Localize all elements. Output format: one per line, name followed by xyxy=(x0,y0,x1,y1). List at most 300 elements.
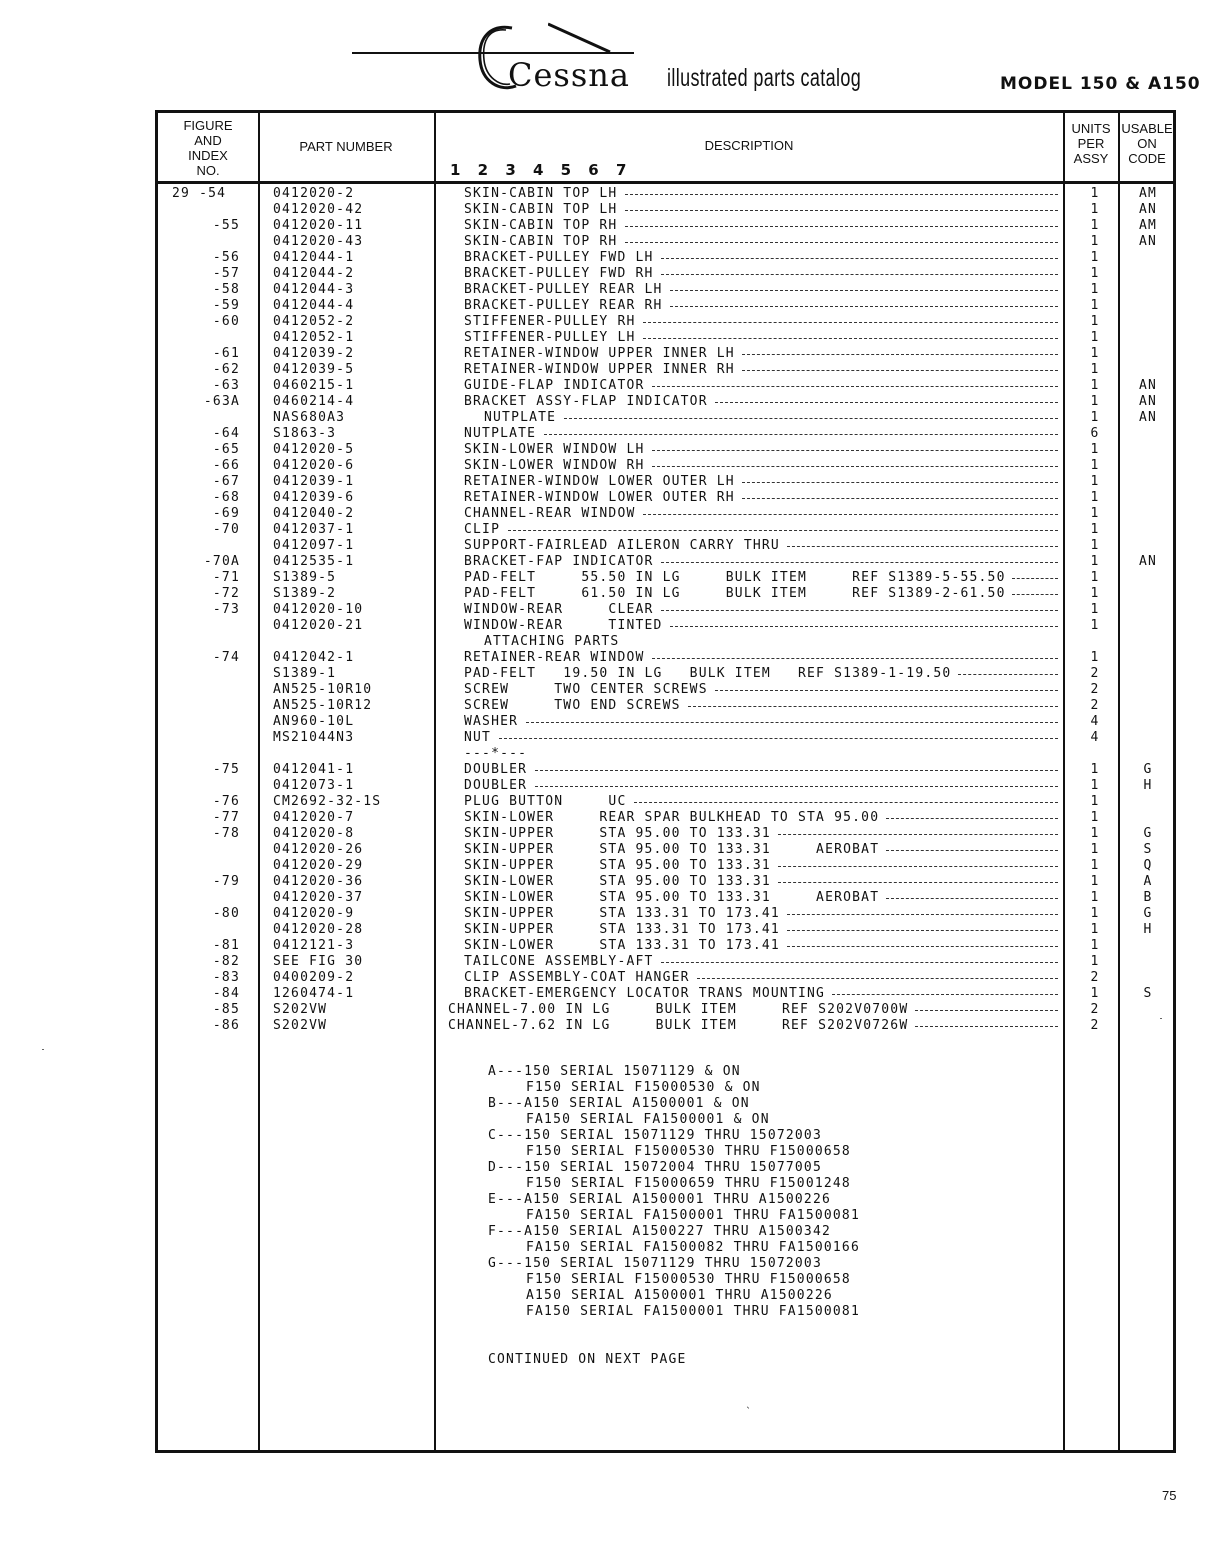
table-row xyxy=(0,330,1212,346)
table-row xyxy=(0,842,1212,858)
usable-on-code-cell: G xyxy=(1143,826,1153,841)
brand-wordmark: Cessna xyxy=(508,56,630,94)
part-number-cell: S202VW xyxy=(273,1018,328,1033)
leader-dashes xyxy=(535,786,1058,788)
units-per-assy-cell: 1 xyxy=(1090,250,1100,265)
note-line: C---150 SERIAL 15071129 THRU 15072003 xyxy=(488,1128,822,1143)
continued-note: CONTINUED ON NEXT PAGE xyxy=(488,1352,687,1367)
description-cell: GUIDE-FLAP INDICATOR xyxy=(464,378,645,393)
units-per-assy-cell: 1 xyxy=(1090,346,1100,361)
description-cell: SUPPORT-FAIRLEAD AILERON CARRY THRU xyxy=(464,538,780,553)
table-row xyxy=(0,810,1212,826)
leader-dashes xyxy=(661,274,1058,276)
part-number-cell: 0412020-43 xyxy=(273,234,364,249)
part-number-cell: 0412020-28 xyxy=(273,922,364,937)
leader-dashes xyxy=(670,626,1058,628)
table-row xyxy=(0,906,1212,922)
figure-index-cell: -70 xyxy=(212,522,240,537)
code-column-header xyxy=(1120,121,1174,166)
part-number-cell: CM2692-32-1S xyxy=(273,794,382,809)
part-number-cell: S202VW xyxy=(273,1002,328,1017)
part-number-cell: S1863-3 xyxy=(273,426,337,441)
leader-dashes xyxy=(508,530,1058,532)
leader-dashes xyxy=(625,242,1058,244)
figure-index-cell: -73 xyxy=(212,602,240,617)
note-line: E---A150 SERIAL A1500001 THRU A1500226 xyxy=(488,1192,832,1207)
figure-index-cell: -57 xyxy=(212,266,240,281)
catalog-title: illustrated parts catalog xyxy=(667,64,862,92)
description-cell: PAD-FELT 55.50 IN LG BULK ITEM REF S1389-5-55.50 xyxy=(464,570,1006,585)
table-row xyxy=(0,266,1212,282)
description-cell: RETAINER-REAR WINDOW xyxy=(464,650,645,665)
leader-dashes xyxy=(715,690,1058,692)
part-number-cell: 0412020-29 xyxy=(273,858,364,873)
units-header-line: PER xyxy=(1077,136,1105,151)
leader-dashes xyxy=(499,738,1058,740)
part-number-cell: 0400209-2 xyxy=(273,970,355,985)
units-per-assy-cell: 1 xyxy=(1090,314,1100,329)
description-cell: SKIN-LOWER WINDOW RH xyxy=(464,458,645,473)
part-number-cell: 0412020-21 xyxy=(273,618,364,633)
part-number-cell: 0412040-2 xyxy=(273,506,355,521)
part-number-cell: 0412044-4 xyxy=(273,298,355,313)
header-separator xyxy=(155,181,1176,184)
note-line: A---150 SERIAL 15071129 & ON xyxy=(488,1064,741,1079)
figure-index-cell: -64 xyxy=(212,426,240,441)
table-row xyxy=(0,698,1212,714)
units-per-assy-cell: 2 xyxy=(1090,682,1100,697)
table-row xyxy=(0,922,1212,938)
usable-on-code-cell: AM xyxy=(1138,186,1158,201)
part-number-cell: MS21044N3 xyxy=(273,730,355,745)
figure-index-cell: -84 xyxy=(212,986,240,1001)
units-per-assy-cell: 1 xyxy=(1090,826,1100,841)
figure-index-cell: -76 xyxy=(212,794,240,809)
table-row xyxy=(0,250,1212,266)
leader-dashes xyxy=(643,514,1058,516)
units-per-assy-cell: 4 xyxy=(1090,730,1100,745)
part-number-cell: 0412044-3 xyxy=(273,282,355,297)
usable-on-code-cell: B xyxy=(1143,890,1153,905)
table-row xyxy=(0,378,1212,394)
figure-index-cell: -74 xyxy=(212,650,240,665)
part-number-cell: 0412052-2 xyxy=(273,314,355,329)
leader-dashes xyxy=(652,466,1058,468)
units-per-assy-cell: 1 xyxy=(1090,490,1100,505)
figure-header-line: INDEX xyxy=(188,148,228,163)
description-cell: SKIN-CABIN TOP LH xyxy=(464,186,618,201)
leader-dashes xyxy=(715,402,1058,404)
units-per-assy-cell: 1 xyxy=(1090,938,1100,953)
part-number-cell: 0412020-6 xyxy=(273,458,355,473)
part-number-cell: 0412020-11 xyxy=(273,218,364,233)
description-cell: BRACKET ASSY-FLAP INDICATOR xyxy=(464,394,708,409)
part-number-cell: 0412037-1 xyxy=(273,522,355,537)
description-cell: SKIN-LOWER STA 133.31 TO 173.41 xyxy=(464,938,780,953)
units-per-assy-cell: 1 xyxy=(1090,458,1100,473)
units-per-assy-cell: 1 xyxy=(1090,442,1100,457)
usable-on-code-cell: H xyxy=(1143,922,1153,937)
usable-on-code-cell: Q xyxy=(1143,858,1153,873)
description-cell: BRACKET-PULLEY FWD RH xyxy=(464,266,654,281)
note-line: G---150 SERIAL 15071129 THRU 15072003 xyxy=(488,1256,822,1271)
units-per-assy-cell: 1 xyxy=(1090,538,1100,553)
code-header-line: USABLE xyxy=(1121,121,1173,136)
figure-index-cell: -79 xyxy=(212,874,240,889)
figure-index-cell: -83 xyxy=(212,970,240,985)
units-per-assy-cell: 2 xyxy=(1090,698,1100,713)
leader-dashes xyxy=(697,978,1058,980)
description-cell: RETAINER-WINDOW LOWER OUTER LH xyxy=(464,474,735,489)
units-per-assy-cell: 1 xyxy=(1090,810,1100,825)
table-row xyxy=(0,762,1212,778)
description-cell: NUTPLATE xyxy=(484,410,557,425)
part-number-cell: 0412020-10 xyxy=(273,602,364,617)
stray-mark xyxy=(1160,1018,1162,1019)
part-number-cell: S1389-5 xyxy=(273,570,337,585)
leader-dashes xyxy=(625,226,1058,228)
part-number-cell: 0412044-1 xyxy=(273,250,355,265)
units-per-assy-cell: 1 xyxy=(1090,858,1100,873)
note-line: A150 SERIAL A1500001 THRU A1500226 xyxy=(526,1288,833,1303)
part-number-cell: S1389-2 xyxy=(273,586,337,601)
leader-dashes xyxy=(564,418,1058,420)
usable-on-code-cell: G xyxy=(1143,762,1153,777)
figure-index-cell: -63 xyxy=(212,378,240,393)
description-cell: TAILCONE ASSEMBLY-AFT xyxy=(464,954,654,969)
units-per-assy-cell: 1 xyxy=(1090,954,1100,969)
figure-index-cell: -61 xyxy=(212,346,240,361)
part-number-cell: NAS680A3 xyxy=(273,410,346,425)
units-per-assy-cell: 1 xyxy=(1090,282,1100,297)
part-number-cell: 0412041-1 xyxy=(273,762,355,777)
figure-index-cell: -63A xyxy=(203,394,240,409)
table-row xyxy=(0,490,1212,506)
description-cell: BRACKET-PULLEY REAR RH xyxy=(464,298,663,313)
stray-mark xyxy=(42,1049,44,1050)
table-row xyxy=(0,410,1212,426)
figure-index-cell: -81 xyxy=(212,938,240,953)
description-cell: STIFFENER-PULLEY LH xyxy=(464,330,636,345)
leader-dashes xyxy=(958,674,1058,676)
table-row xyxy=(0,874,1212,890)
page-number: 75 xyxy=(1162,1488,1177,1503)
units-per-assy-cell: 1 xyxy=(1090,842,1100,857)
description-cell: CLIP xyxy=(464,522,501,537)
description-cell: SCREW TWO CENTER SCREWS xyxy=(464,682,708,697)
table-row xyxy=(0,938,1212,954)
table-row xyxy=(0,570,1212,586)
units-column-header xyxy=(1065,121,1117,166)
leader-dashes xyxy=(886,898,1058,900)
figure-index-cell: -69 xyxy=(212,506,240,521)
leader-dashes xyxy=(787,546,1058,548)
description-cell: RETAINER-WINDOW LOWER OUTER RH xyxy=(464,490,735,505)
figure-index-cell: -59 xyxy=(212,298,240,313)
leader-dashes xyxy=(544,434,1058,436)
table-row xyxy=(0,346,1212,362)
part-number-cell: 0460215-1 xyxy=(273,378,355,393)
units-per-assy-cell: 1 xyxy=(1090,234,1100,249)
leader-dashes xyxy=(652,386,1058,388)
table-row xyxy=(0,602,1212,618)
note-line: F150 SERIAL F15000659 THRU F15001248 xyxy=(526,1176,851,1191)
usable-on-code-cell: AN xyxy=(1138,394,1158,409)
table-row xyxy=(0,634,1212,650)
units-per-assy-cell: 1 xyxy=(1090,986,1100,1001)
code-header-line: CODE xyxy=(1128,151,1166,166)
table-row xyxy=(0,890,1212,906)
description-cell: SKIN-CABIN TOP RH xyxy=(464,218,618,233)
units-per-assy-cell: 1 xyxy=(1090,474,1100,489)
units-per-assy-cell: 1 xyxy=(1090,218,1100,233)
leader-dashes xyxy=(634,802,1058,804)
note-line: FA150 SERIAL FA1500001 THRU FA1500081 xyxy=(526,1304,860,1319)
usable-on-code-cell: S xyxy=(1143,842,1153,857)
units-per-assy-cell: 1 xyxy=(1090,362,1100,377)
figure-header-line: NO. xyxy=(196,163,220,178)
part-number-cell: 0412073-1 xyxy=(273,778,355,793)
table-row xyxy=(0,794,1212,810)
part-number-cell: 0412044-2 xyxy=(273,266,355,281)
table-row xyxy=(0,1002,1212,1018)
units-per-assy-cell: 1 xyxy=(1090,330,1100,345)
table-row xyxy=(0,714,1212,730)
table-row xyxy=(0,650,1212,666)
description-cell: SKIN-LOWER STA 95.00 TO 133.31 xyxy=(464,874,771,889)
part-number-cell: 0412020-5 xyxy=(273,442,355,457)
units-per-assy-cell: 1 xyxy=(1090,906,1100,921)
leader-dashes xyxy=(643,338,1058,340)
units-per-assy-cell: 1 xyxy=(1090,922,1100,937)
page-header xyxy=(0,0,1212,110)
leader-dashes xyxy=(886,850,1058,852)
note-line: F150 SERIAL F15000530 & ON xyxy=(526,1080,761,1095)
units-per-assy-cell: 1 xyxy=(1090,506,1100,521)
table-row xyxy=(0,442,1212,458)
leader-dashes xyxy=(742,354,1058,356)
units-header-line: UNITS xyxy=(1071,121,1111,136)
description-cell: CLIP ASSEMBLY-COAT HANGER xyxy=(464,970,690,985)
units-per-assy-cell: 6 xyxy=(1090,426,1100,441)
leader-dashes xyxy=(742,482,1058,484)
part-number-cell: AN525-10R12 xyxy=(273,698,373,713)
leader-dashes xyxy=(742,370,1058,372)
description-cell: DOUBLER xyxy=(464,778,528,793)
leader-dashes xyxy=(778,882,1058,884)
description-cell: WASHER xyxy=(464,714,519,729)
part-number-cell: 0460214-4 xyxy=(273,394,355,409)
description-cell: PAD-FELT 19.50 IN LG BULK ITEM REF S1389-1-19.50 xyxy=(464,666,952,681)
figure-index-cell: -68 xyxy=(212,490,240,505)
table-row xyxy=(0,298,1212,314)
description-cell: SKIN-LOWER WINDOW LH xyxy=(464,442,645,457)
leader-dashes xyxy=(652,658,1058,660)
description-cell: SKIN-LOWER STA 95.00 TO 133.31 AEROBAT xyxy=(464,890,880,905)
units-per-assy-cell: 1 xyxy=(1090,890,1100,905)
units-header-line: ASSY xyxy=(1073,151,1109,166)
leader-dashes xyxy=(742,498,1058,500)
usable-on-code-cell: G xyxy=(1143,906,1153,921)
units-per-assy-cell: 1 xyxy=(1090,266,1100,281)
description-cell: BRACKET-EMERGENCY LOCATOR TRANS MOUNTING xyxy=(464,986,826,1001)
units-per-assy-cell: 1 xyxy=(1090,778,1100,793)
units-per-assy-cell: 2 xyxy=(1090,666,1100,681)
note-line: D---150 SERIAL 15072004 THRU 15077005 xyxy=(488,1160,822,1175)
table-row xyxy=(0,730,1212,746)
units-per-assy-cell: 1 xyxy=(1090,874,1100,889)
units-per-assy-cell: 2 xyxy=(1090,970,1100,985)
table-row xyxy=(0,666,1212,682)
units-per-assy-cell: 1 xyxy=(1090,586,1100,601)
table-row xyxy=(0,522,1212,538)
note-line: F---A150 SERIAL A1500227 THRU A1500342 xyxy=(488,1224,832,1239)
part-number-column-header: PART NUMBER xyxy=(299,139,393,154)
units-per-assy-cell: 1 xyxy=(1090,378,1100,393)
description-cell: SKIN-CABIN TOP LH xyxy=(464,202,618,217)
leader-dashes xyxy=(625,210,1058,212)
description-cell: BRACKET-PULLEY REAR LH xyxy=(464,282,663,297)
part-number-cell: 0412020-8 xyxy=(273,826,355,841)
figure-index-cell: -67 xyxy=(212,474,240,489)
part-number-cell: 0412052-1 xyxy=(273,330,355,345)
table-row xyxy=(0,506,1212,522)
usable-on-code-cell: AN xyxy=(1138,378,1158,393)
table-row xyxy=(0,778,1212,794)
leader-dashes xyxy=(670,306,1058,308)
units-per-assy-cell: 1 xyxy=(1090,186,1100,201)
table-row xyxy=(0,202,1212,218)
description-cell: SKIN-UPPER STA 95.00 TO 133.31 xyxy=(464,826,771,841)
note-line: FA150 SERIAL FA1500082 THRU FA1500166 xyxy=(526,1240,860,1255)
figure-index-cell: -86 xyxy=(212,1018,240,1033)
description-cell: ATTACHING PARTS xyxy=(484,634,620,649)
figure-column-header xyxy=(160,118,256,178)
leader-dashes xyxy=(535,770,1058,772)
part-number-cell: 0412020-42 xyxy=(273,202,364,217)
units-per-assy-cell: 4 xyxy=(1090,714,1100,729)
usable-on-code-cell: AN xyxy=(1138,554,1158,569)
units-per-assy-cell: 2 xyxy=(1090,1002,1100,1017)
part-number-cell: 0412039-5 xyxy=(273,362,355,377)
figure-index-cell: -55 xyxy=(212,218,240,233)
leader-dashes xyxy=(625,194,1058,196)
leader-dashes xyxy=(832,994,1058,996)
description-cell: RETAINER-WINDOW UPPER INNER LH xyxy=(464,346,735,361)
table-row xyxy=(0,826,1212,842)
figure-index-cell: -78 xyxy=(212,826,240,841)
figure-index-cell: -85 xyxy=(212,1002,240,1017)
description-cell: BRACKET-FAP INDICATOR xyxy=(464,554,654,569)
leader-dashes xyxy=(661,258,1058,260)
figure-index-cell: -72 xyxy=(212,586,240,601)
description-cell: ---*--- xyxy=(464,746,528,761)
indent-levels-header: 1 2 3 4 5 6 7 xyxy=(450,161,633,179)
table-row xyxy=(0,186,1212,202)
figure-index-cell: -82 xyxy=(212,954,240,969)
table-row xyxy=(0,746,1212,762)
table-row xyxy=(0,970,1212,986)
description-cell: PAD-FELT 61.50 IN LG BULK ITEM REF S1389-2-61.50 xyxy=(464,586,1006,601)
leader-dashes xyxy=(661,562,1058,564)
units-per-assy-cell: 1 xyxy=(1090,602,1100,617)
units-per-assy-cell: 1 xyxy=(1090,570,1100,585)
table-row xyxy=(0,586,1212,602)
part-number-cell: 0412020-26 xyxy=(273,842,364,857)
description-cell: DOUBLER xyxy=(464,762,528,777)
table-row xyxy=(0,458,1212,474)
description-cell: SKIN-UPPER STA 95.00 TO 133.31 AEROBAT xyxy=(464,842,880,857)
usable-on-code-cell: H xyxy=(1143,778,1153,793)
leader-dashes xyxy=(661,610,1058,612)
units-per-assy-cell: 1 xyxy=(1090,298,1100,313)
table-row xyxy=(0,314,1212,330)
units-per-assy-cell: 1 xyxy=(1090,762,1100,777)
note-line: FA150 SERIAL FA1500001 THRU FA1500081 xyxy=(526,1208,860,1223)
note-line: F150 SERIAL F15000530 THRU F15000658 xyxy=(526,1144,851,1159)
units-per-assy-cell: 1 xyxy=(1090,394,1100,409)
figure-index-cell: -70A xyxy=(203,554,240,569)
leader-dashes xyxy=(778,866,1058,868)
units-per-assy-cell: 2 xyxy=(1090,1018,1100,1033)
figure-index-cell: -65 xyxy=(212,442,240,457)
part-number-cell: 0412039-1 xyxy=(273,474,355,489)
table-row xyxy=(0,954,1212,970)
table-row xyxy=(0,362,1212,378)
description-cell: CHANNEL-7.62 IN LG BULK ITEM REF S202V0726W xyxy=(448,1018,909,1033)
note-line: F150 SERIAL F15000530 THRU F15000658 xyxy=(526,1272,851,1287)
units-per-assy-cell: 1 xyxy=(1090,410,1100,425)
figure-index-cell: -77 xyxy=(212,810,240,825)
units-per-assy-cell: 1 xyxy=(1090,650,1100,665)
units-per-assy-cell: 1 xyxy=(1090,202,1100,217)
description-cell: WINDOW-REAR TINTED xyxy=(464,618,663,633)
units-per-assy-cell: 1 xyxy=(1090,554,1100,569)
figure-index-cell: 29 -54 xyxy=(172,186,227,201)
leader-dashes xyxy=(915,1026,1058,1028)
leader-dashes xyxy=(787,930,1058,932)
leader-dashes xyxy=(787,914,1058,916)
part-number-cell: S1389-1 xyxy=(273,666,337,681)
table-row xyxy=(0,218,1212,234)
part-number-cell: 0412121-3 xyxy=(273,938,355,953)
leader-dashes xyxy=(778,834,1058,836)
description-cell: SKIN-UPPER STA 133.31 TO 173.41 xyxy=(464,922,780,937)
part-number-cell: SEE FIG 30 xyxy=(273,954,364,969)
part-number-cell: AN525-10R10 xyxy=(273,682,373,697)
figure-header-line: AND xyxy=(194,133,222,148)
table-row xyxy=(0,538,1212,554)
table-row xyxy=(0,858,1212,874)
table-row xyxy=(0,554,1212,570)
part-number-cell: 0412020-9 xyxy=(273,906,355,921)
description-cell: SKIN-UPPER STA 133.31 TO 173.41 xyxy=(464,906,780,921)
note-line: B---A150 SERIAL A1500001 & ON xyxy=(488,1096,750,1111)
table-row xyxy=(0,682,1212,698)
usable-on-code-cell: AN xyxy=(1138,202,1158,217)
usable-on-code-cell: AN xyxy=(1138,234,1158,249)
table-row xyxy=(0,618,1212,634)
units-per-assy-cell: 1 xyxy=(1090,522,1100,537)
table-row xyxy=(0,1018,1212,1034)
table-row xyxy=(0,282,1212,298)
usable-on-code-cell: AN xyxy=(1138,410,1158,425)
figure-index-cell: -58 xyxy=(212,282,240,297)
leader-dashes xyxy=(787,946,1058,948)
part-number-cell: 1260474-1 xyxy=(273,986,355,1001)
leader-dashes xyxy=(643,322,1058,324)
leader-dashes xyxy=(1012,594,1058,596)
